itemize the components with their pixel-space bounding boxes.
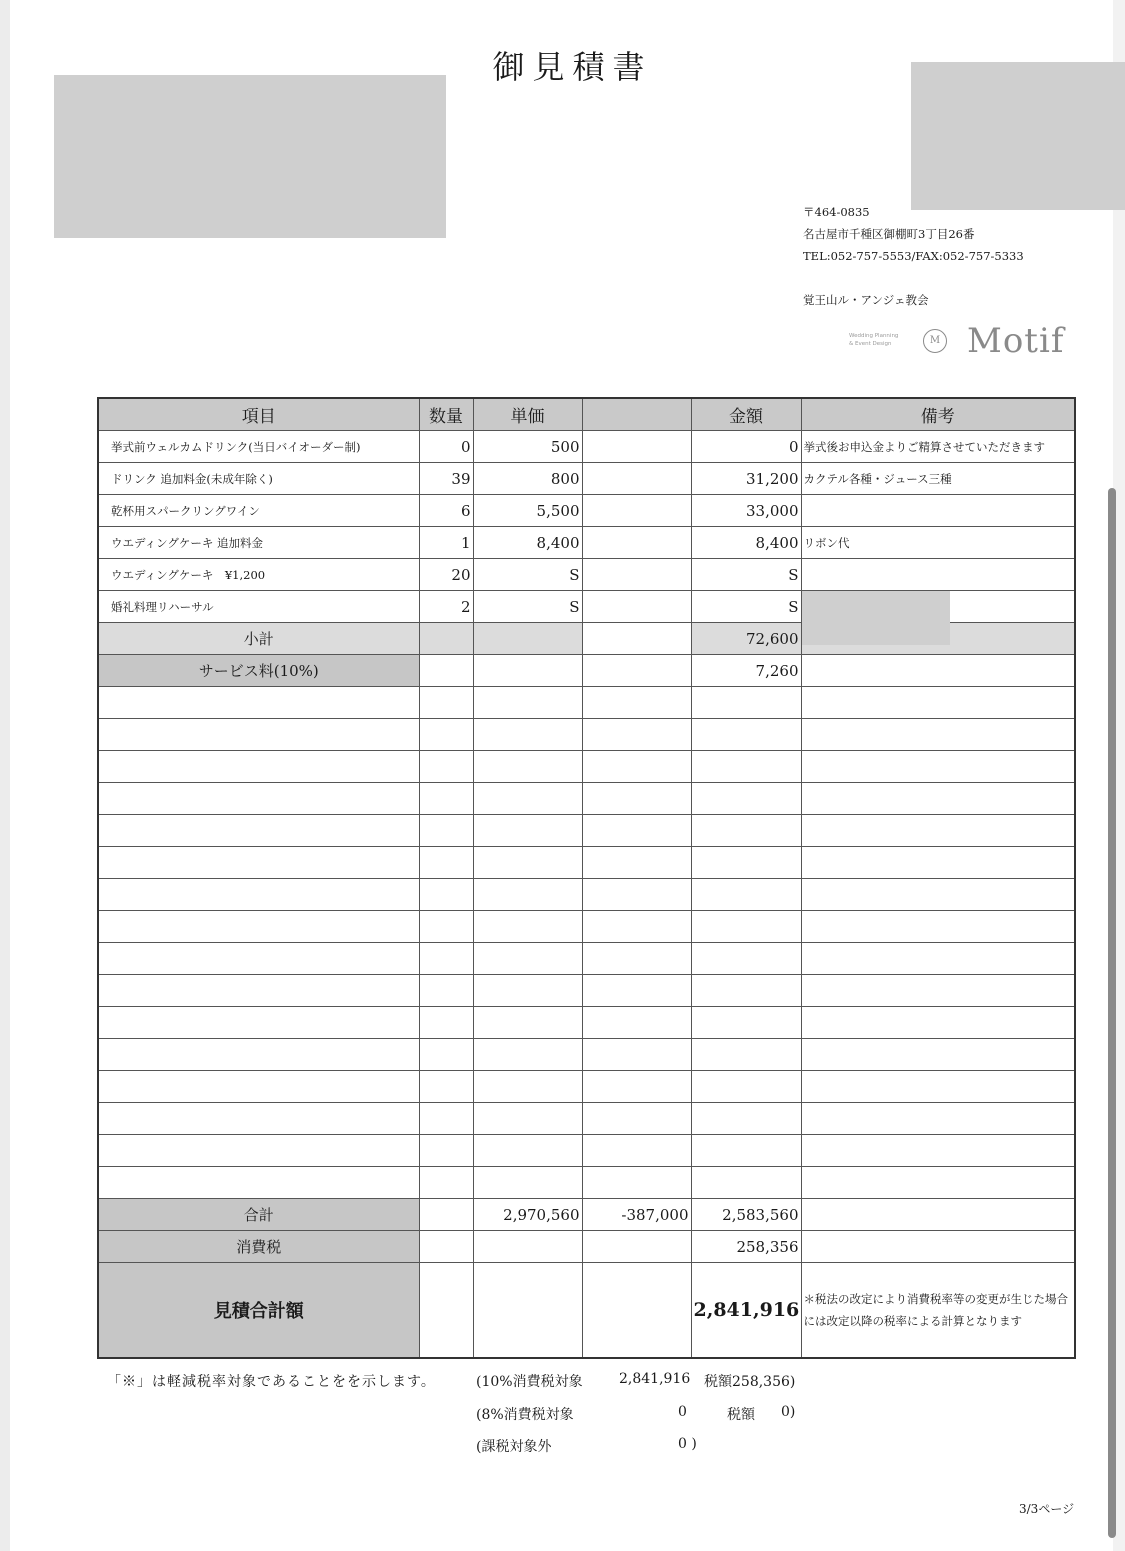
item-qty: 2 <box>419 591 473 623</box>
service-row <box>98 655 1075 687</box>
service-amount: 7,260 <box>691 655 801 687</box>
redacted-stamp <box>911 62 1125 210</box>
blank-cell <box>582 1071 691 1103</box>
blank-cell <box>801 943 1075 975</box>
blank-row <box>98 1103 1075 1135</box>
blank-cell <box>691 1039 801 1071</box>
blank-cell <box>691 751 801 783</box>
table-row <box>98 527 1075 559</box>
blank-cell <box>98 719 419 751</box>
blank-cell <box>801 1135 1075 1167</box>
blank-cell <box>419 687 473 719</box>
blank-cell <box>801 911 1075 943</box>
blank-cell <box>419 911 473 943</box>
subtotal-amount: 72,600 <box>691 623 801 655</box>
item-remarks: リボン代 <box>801 527 1075 559</box>
blank-row <box>98 815 1075 847</box>
item-adj <box>582 463 691 495</box>
reduced-tax-note: 「※」は軽減税率対象であることをを示します。 <box>107 1374 436 1390</box>
item-adj <box>582 527 691 559</box>
blank-cell <box>419 783 473 815</box>
blank-cell <box>801 1167 1075 1199</box>
item-amount: 8,400 <box>691 527 801 559</box>
blank-cell <box>98 975 419 1007</box>
total-adj: -387,000 <box>582 1199 691 1231</box>
grand-total-amount: 2,841,916 <box>691 1263 801 1359</box>
blank-cell <box>473 751 582 783</box>
tax8-value: 0 <box>678 1404 687 1420</box>
estimate-table <box>97 397 1076 1359</box>
blank-row <box>98 751 1075 783</box>
blank-cell <box>98 815 419 847</box>
item-remarks <box>801 495 1075 527</box>
blank-cell <box>98 783 419 815</box>
scrollbar[interactable] <box>1108 488 1116 1538</box>
subtotal-label: 小計 <box>98 623 419 655</box>
item-remarks <box>801 591 1075 623</box>
blank-cell <box>473 1039 582 1071</box>
blank-cell <box>98 879 419 911</box>
blank-cell <box>98 1103 419 1135</box>
blank-cell <box>801 1007 1075 1039</box>
blank-cell <box>691 815 801 847</box>
blank-cell <box>419 1071 473 1103</box>
header-item: 項目 <box>98 398 419 431</box>
item-qty: 20 <box>419 559 473 591</box>
blank-cell <box>419 975 473 1007</box>
item-adj <box>582 495 691 527</box>
blank-cell <box>473 719 582 751</box>
table-row <box>98 431 1075 463</box>
item-name: ウエディングケーキ 追加料金 <box>98 527 419 559</box>
blank-cell <box>98 1135 419 1167</box>
item-adj <box>582 591 691 623</box>
exempt-label: (課税対象外 <box>476 1439 552 1455</box>
motif-logo <box>849 322 1069 362</box>
tax-row <box>98 1231 1075 1263</box>
blank-cell <box>801 783 1075 815</box>
blank-cell <box>691 847 801 879</box>
blank-cell <box>419 719 473 751</box>
table-row <box>98 559 1075 591</box>
item-amount: 31,200 <box>691 463 801 495</box>
blank-cell <box>98 911 419 943</box>
item-qty: 1 <box>419 527 473 559</box>
postal-code: 〒464-0835 <box>803 205 870 219</box>
blank-cell <box>801 1039 1075 1071</box>
item-amount: S <box>691 591 801 623</box>
blank-cell <box>582 943 691 975</box>
blank-cell <box>473 815 582 847</box>
blank-cell <box>473 847 582 879</box>
blank-cell <box>419 879 473 911</box>
tax8-amount-label: 税額 <box>727 1407 755 1423</box>
blank-cell <box>582 751 691 783</box>
blank-cell <box>691 1135 801 1167</box>
blank-cell <box>801 751 1075 783</box>
blank-cell <box>473 1167 582 1199</box>
blank-cell <box>419 815 473 847</box>
blank-cell <box>98 1039 419 1071</box>
blank-cell <box>582 1007 691 1039</box>
grand-total-label: 見積合計額 <box>98 1263 419 1359</box>
table-row <box>98 591 1075 623</box>
blank-row <box>98 1167 1075 1199</box>
exempt-value: 0 ) <box>678 1436 697 1452</box>
blank-cell <box>691 1071 801 1103</box>
blank-cell <box>801 1071 1075 1103</box>
item-name: 婚礼料理リハーサル <box>98 591 419 623</box>
blank-cell <box>582 975 691 1007</box>
tax8-label: (8%消費税対象 <box>476 1407 574 1423</box>
total-unit: 2,970,560 <box>473 1199 582 1231</box>
blank-row <box>98 943 1075 975</box>
page-number: 3/3ページ <box>1019 1502 1075 1516</box>
blank-cell <box>98 1167 419 1199</box>
document-title: 御見積書 <box>492 48 653 86</box>
logo-tagline: Wedding Planning & Event Design <box>849 333 899 347</box>
blank-cell <box>98 687 419 719</box>
header-unit-price: 単価 <box>473 398 582 431</box>
tax-amount: 258,356 <box>691 1231 801 1263</box>
blank-cell <box>98 847 419 879</box>
blank-cell <box>582 1167 691 1199</box>
item-remarks <box>801 559 1075 591</box>
blank-cell <box>691 943 801 975</box>
blank-cell <box>473 975 582 1007</box>
tax-note: ＊税法の改定により消費税率等の変更が生じた場合には改定以降の税率による計算となります <box>801 1263 1075 1359</box>
blank-cell <box>473 943 582 975</box>
blank-cell <box>473 1007 582 1039</box>
logo-word: Motif <box>967 321 1065 361</box>
blank-cell <box>419 751 473 783</box>
total-label: 合計 <box>98 1199 419 1231</box>
item-unit: S <box>473 559 582 591</box>
blank-row <box>98 719 1075 751</box>
service-label: サービス料(10%) <box>98 655 419 687</box>
blank-cell <box>691 975 801 1007</box>
blank-row <box>98 1135 1075 1167</box>
blank-cell <box>98 943 419 975</box>
page-left-edge <box>0 0 10 1551</box>
blank-cell <box>691 719 801 751</box>
blank-cell <box>691 687 801 719</box>
blank-cell <box>691 879 801 911</box>
blank-cell <box>473 1071 582 1103</box>
blank-row <box>98 879 1075 911</box>
blank-cell <box>691 783 801 815</box>
blank-cell <box>691 1103 801 1135</box>
blank-cell <box>801 879 1075 911</box>
table-row <box>98 463 1075 495</box>
item-adj <box>582 431 691 463</box>
blank-cell <box>419 943 473 975</box>
blank-cell <box>801 975 1075 1007</box>
blank-cell <box>801 687 1075 719</box>
total-row <box>98 1199 1075 1231</box>
blank-cell <box>98 751 419 783</box>
table-row <box>98 495 1075 527</box>
blank-cell <box>473 911 582 943</box>
tax10-value: 2,841,916 <box>619 1371 691 1387</box>
blank-cell <box>801 847 1075 879</box>
blank-cell <box>473 1103 582 1135</box>
blank-cell <box>582 847 691 879</box>
tax8-amount: 0) <box>781 1404 796 1420</box>
blank-cell <box>582 815 691 847</box>
blank-row <box>98 1039 1075 1071</box>
blank-cell <box>419 847 473 879</box>
blank-cell <box>582 911 691 943</box>
blank-cell <box>691 911 801 943</box>
blank-cell <box>582 719 691 751</box>
blank-row <box>98 975 1075 1007</box>
street-address: 名古屋市千種区御棚町3丁目26番 <box>803 227 975 241</box>
blank-row <box>98 687 1075 719</box>
blank-cell <box>582 1039 691 1071</box>
item-remarks: カクテル各種・ジュース三種 <box>801 463 1075 495</box>
blank-cell <box>473 687 582 719</box>
tax10-amount: 税額258,356) <box>704 1374 796 1390</box>
blank-row <box>98 911 1075 943</box>
item-unit: 5,500 <box>473 495 582 527</box>
blank-row <box>98 1007 1075 1039</box>
tel-fax: TEL:052-757-5553/FAX:052-757-5333 <box>803 249 1024 263</box>
item-name: ドリンク 追加料金(未成年除く) <box>98 463 419 495</box>
item-name: 乾杯用スパークリングワイン <box>98 495 419 527</box>
blank-cell <box>419 1135 473 1167</box>
item-unit: S <box>473 591 582 623</box>
item-qty: 6 <box>419 495 473 527</box>
total-amount: 2,583,560 <box>691 1199 801 1231</box>
item-adj <box>582 559 691 591</box>
blank-cell <box>419 1039 473 1071</box>
tax10-label: (10%消費税対象 <box>476 1374 583 1390</box>
tax-label: 消費税 <box>98 1231 419 1263</box>
item-name: 挙式前ウェルカムドリンク(当日バイオーダー制) <box>98 431 419 463</box>
blank-cell <box>582 1135 691 1167</box>
grand-total-row <box>98 1263 1075 1359</box>
item-qty: 39 <box>419 463 473 495</box>
blank-cell <box>691 1167 801 1199</box>
blank-cell <box>801 719 1075 751</box>
blank-cell <box>801 815 1075 847</box>
header-remarks: 備考 <box>801 398 1075 431</box>
blank-cell <box>419 1167 473 1199</box>
item-amount: 0 <box>691 431 801 463</box>
item-unit: 500 <box>473 431 582 463</box>
header-blank <box>582 398 691 431</box>
blank-rows <box>98 687 1075 1199</box>
blank-cell <box>419 1007 473 1039</box>
header-qty: 数量 <box>419 398 473 431</box>
item-amount: S <box>691 559 801 591</box>
venue-name: 覚王山ル・アンジェ教会 <box>803 293 929 307</box>
blank-cell <box>582 879 691 911</box>
table-header <box>98 398 1075 431</box>
item-unit: 800 <box>473 463 582 495</box>
blank-cell <box>98 1071 419 1103</box>
blank-cell <box>473 1135 582 1167</box>
blank-cell <box>691 1007 801 1039</box>
item-qty: 0 <box>419 431 473 463</box>
item-remarks: 挙式後お申込金よりご精算させていただきます <box>801 431 1075 463</box>
item-name: ウエディングケーキ ¥1,200 <box>98 559 419 591</box>
blank-cell <box>473 879 582 911</box>
logo-mark: M <box>923 329 947 353</box>
blank-cell <box>473 783 582 815</box>
blank-row <box>98 847 1075 879</box>
blank-cell <box>419 1103 473 1135</box>
blank-row <box>98 783 1075 815</box>
redacted-recipient <box>54 75 446 238</box>
header-amount: 金額 <box>691 398 801 431</box>
blank-cell <box>801 1103 1075 1135</box>
blank-cell <box>582 687 691 719</box>
item-amount: 33,000 <box>691 495 801 527</box>
blank-cell <box>98 1007 419 1039</box>
blank-cell <box>582 783 691 815</box>
blank-cell <box>582 1103 691 1135</box>
item-unit: 8,400 <box>473 527 582 559</box>
blank-row <box>98 1071 1075 1103</box>
redacted-remarks <box>802 591 950 645</box>
